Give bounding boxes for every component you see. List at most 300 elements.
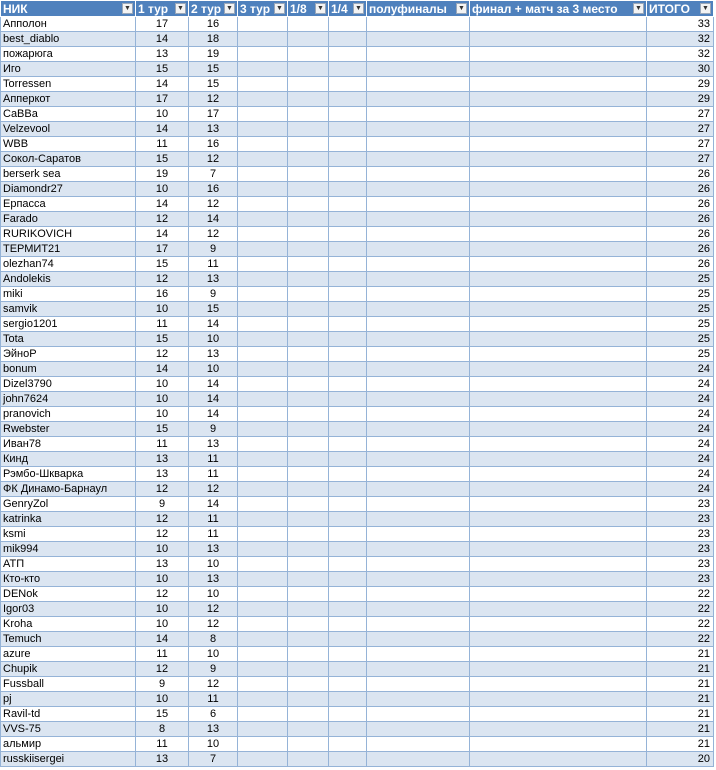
cell-semifinals[interactable] — [367, 302, 470, 317]
cell-round-3[interactable] — [238, 617, 288, 632]
cell-round-of-16[interactable] — [288, 407, 329, 422]
cell-quarterfinal[interactable] — [329, 257, 367, 272]
cell-final[interactable] — [470, 452, 647, 467]
cell-round-of-16[interactable] — [288, 497, 329, 512]
cell-total[interactable]: 23 — [647, 572, 714, 587]
cell-nick[interactable]: katrinka — [1, 512, 136, 527]
cell-round-of-16[interactable] — [288, 752, 329, 767]
cell-round-3[interactable] — [238, 512, 288, 527]
cell-round-of-16[interactable] — [288, 272, 329, 287]
cell-total[interactable]: 25 — [647, 272, 714, 287]
cell-total[interactable]: 23 — [647, 542, 714, 557]
cell-final[interactable] — [470, 62, 647, 77]
cell-round-3[interactable] — [238, 92, 288, 107]
cell-round-1[interactable]: 9 — [136, 497, 189, 512]
cell-round-1[interactable]: 11 — [136, 437, 189, 452]
cell-final[interactable] — [470, 47, 647, 62]
cell-total[interactable]: 21 — [647, 707, 714, 722]
cell-quarterfinal[interactable] — [329, 497, 367, 512]
cell-round-2[interactable]: 15 — [189, 302, 238, 317]
cell-total[interactable]: 25 — [647, 287, 714, 302]
cell-round-2[interactable]: 19 — [189, 47, 238, 62]
cell-quarterfinal[interactable] — [329, 362, 367, 377]
cell-round-2[interactable]: 10 — [189, 647, 238, 662]
cell-total[interactable]: 21 — [647, 722, 714, 737]
cell-round-2[interactable]: 10 — [189, 362, 238, 377]
cell-nick[interactable]: russkiisergei — [1, 752, 136, 767]
cell-round-3[interactable] — [238, 722, 288, 737]
cell-nick[interactable]: mik994 — [1, 542, 136, 557]
cell-round-2[interactable]: 15 — [189, 62, 238, 77]
cell-total[interactable]: 26 — [647, 212, 714, 227]
cell-round-1[interactable]: 14 — [136, 632, 189, 647]
cell-round-2[interactable]: 16 — [189, 17, 238, 32]
cell-semifinals[interactable] — [367, 722, 470, 737]
cell-quarterfinal[interactable] — [329, 197, 367, 212]
cell-round-1[interactable]: 14 — [136, 362, 189, 377]
cell-round-of-16[interactable] — [288, 257, 329, 272]
cell-round-1[interactable]: 10 — [136, 572, 189, 587]
filter-dropdown-icon[interactable]: ▼ — [633, 3, 644, 14]
cell-final[interactable] — [470, 212, 647, 227]
cell-total[interactable]: 26 — [647, 167, 714, 182]
cell-round-1[interactable]: 12 — [136, 662, 189, 677]
cell-total[interactable]: 24 — [647, 452, 714, 467]
cell-total[interactable]: 24 — [647, 377, 714, 392]
cell-round-3[interactable] — [238, 497, 288, 512]
cell-round-of-16[interactable] — [288, 617, 329, 632]
cell-round-3[interactable] — [238, 662, 288, 677]
cell-semifinals[interactable] — [367, 317, 470, 332]
cell-round-1[interactable]: 11 — [136, 737, 189, 752]
cell-nick[interactable]: Ravil-td — [1, 707, 136, 722]
cell-round-1[interactable]: 10 — [136, 182, 189, 197]
cell-round-of-16[interactable] — [288, 647, 329, 662]
cell-final[interactable] — [470, 647, 647, 662]
cell-semifinals[interactable] — [367, 662, 470, 677]
cell-quarterfinal[interactable] — [329, 752, 367, 767]
cell-nick[interactable]: Fussball — [1, 677, 136, 692]
cell-round-1[interactable]: 15 — [136, 422, 189, 437]
cell-round-1[interactable]: 10 — [136, 377, 189, 392]
cell-round-2[interactable]: 11 — [189, 512, 238, 527]
cell-semifinals[interactable] — [367, 512, 470, 527]
cell-round-of-16[interactable] — [288, 677, 329, 692]
cell-nick[interactable]: пожарюга — [1, 47, 136, 62]
cell-round-1[interactable]: 17 — [136, 242, 189, 257]
cell-round-of-16[interactable] — [288, 17, 329, 32]
cell-round-3[interactable] — [238, 77, 288, 92]
cell-round-1[interactable]: 11 — [136, 647, 189, 662]
cell-final[interactable] — [470, 692, 647, 707]
cell-final[interactable] — [470, 242, 647, 257]
cell-final[interactable] — [470, 122, 647, 137]
cell-quarterfinal[interactable] — [329, 422, 367, 437]
cell-round-3[interactable] — [238, 302, 288, 317]
cell-nick[interactable]: Andolekis — [1, 272, 136, 287]
cell-quarterfinal[interactable] — [329, 152, 367, 167]
cell-semifinals[interactable] — [367, 167, 470, 182]
cell-semifinals[interactable] — [367, 527, 470, 542]
cell-final[interactable] — [470, 362, 647, 377]
cell-round-1[interactable]: 13 — [136, 452, 189, 467]
cell-round-1[interactable]: 14 — [136, 122, 189, 137]
cell-round-1[interactable]: 15 — [136, 707, 189, 722]
cell-round-3[interactable] — [238, 587, 288, 602]
cell-round-of-16[interactable] — [288, 167, 329, 182]
cell-nick[interactable]: Иван78 — [1, 437, 136, 452]
cell-semifinals[interactable] — [367, 212, 470, 227]
cell-nick[interactable]: Farado — [1, 212, 136, 227]
cell-final[interactable] — [470, 257, 647, 272]
cell-round-3[interactable] — [238, 17, 288, 32]
cell-round-2[interactable]: 15 — [189, 77, 238, 92]
cell-round-3[interactable] — [238, 107, 288, 122]
cell-total[interactable]: 32 — [647, 47, 714, 62]
cell-round-of-16[interactable] — [288, 437, 329, 452]
cell-semifinals[interactable] — [367, 632, 470, 647]
cell-final[interactable] — [470, 107, 647, 122]
cell-round-2[interactable]: 11 — [189, 692, 238, 707]
cell-round-3[interactable] — [238, 377, 288, 392]
cell-final[interactable] — [470, 602, 647, 617]
cell-round-of-16[interactable] — [288, 62, 329, 77]
cell-nick[interactable]: miki — [1, 287, 136, 302]
cell-total[interactable]: 23 — [647, 527, 714, 542]
cell-round-2[interactable]: 9 — [189, 287, 238, 302]
cell-round-1[interactable]: 12 — [136, 272, 189, 287]
cell-semifinals[interactable] — [367, 542, 470, 557]
cell-round-1[interactable]: 12 — [136, 587, 189, 602]
cell-nick[interactable]: Апперкот — [1, 92, 136, 107]
cell-quarterfinal[interactable] — [329, 122, 367, 137]
cell-quarterfinal[interactable] — [329, 92, 367, 107]
cell-round-3[interactable] — [238, 452, 288, 467]
cell-quarterfinal[interactable] — [329, 392, 367, 407]
cell-total[interactable]: 22 — [647, 632, 714, 647]
cell-round-1[interactable]: 14 — [136, 197, 189, 212]
cell-round-1[interactable]: 10 — [136, 392, 189, 407]
cell-quarterfinal[interactable] — [329, 377, 367, 392]
cell-total[interactable]: 32 — [647, 32, 714, 47]
cell-round-3[interactable] — [238, 257, 288, 272]
filter-dropdown-icon[interactable]: ▼ — [315, 3, 326, 14]
cell-quarterfinal[interactable] — [329, 692, 367, 707]
cell-final[interactable] — [470, 752, 647, 767]
cell-total[interactable]: 25 — [647, 347, 714, 362]
cell-total[interactable]: 24 — [647, 467, 714, 482]
cell-quarterfinal[interactable] — [329, 602, 367, 617]
cell-round-of-16[interactable] — [288, 392, 329, 407]
cell-total[interactable]: 22 — [647, 617, 714, 632]
cell-final[interactable] — [470, 182, 647, 197]
cell-total[interactable]: 24 — [647, 422, 714, 437]
cell-round-2[interactable]: 12 — [189, 602, 238, 617]
cell-nick[interactable]: Igor03 — [1, 602, 136, 617]
cell-final[interactable] — [470, 527, 647, 542]
cell-final[interactable] — [470, 332, 647, 347]
cell-round-of-16[interactable] — [288, 452, 329, 467]
cell-total[interactable]: 30 — [647, 62, 714, 77]
filter-dropdown-icon[interactable]: ▼ — [274, 3, 285, 14]
cell-nick[interactable]: sergio1201 — [1, 317, 136, 332]
cell-total[interactable]: 21 — [647, 737, 714, 752]
cell-quarterfinal[interactable] — [329, 662, 367, 677]
cell-final[interactable] — [470, 617, 647, 632]
cell-round-1[interactable]: 15 — [136, 332, 189, 347]
cell-final[interactable] — [470, 632, 647, 647]
cell-round-3[interactable] — [238, 752, 288, 767]
cell-round-3[interactable] — [238, 422, 288, 437]
cell-round-of-16[interactable] — [288, 122, 329, 137]
cell-nick[interactable]: Ерпасса — [1, 197, 136, 212]
cell-round-3[interactable] — [238, 242, 288, 257]
cell-nick[interactable]: Сокол-Саратов — [1, 152, 136, 167]
cell-final[interactable] — [470, 482, 647, 497]
cell-round-2[interactable]: 18 — [189, 32, 238, 47]
cell-round-2[interactable]: 12 — [189, 677, 238, 692]
cell-nick[interactable]: ТЕРМИТ21 — [1, 242, 136, 257]
cell-round-2[interactable]: 12 — [189, 92, 238, 107]
cell-semifinals[interactable] — [367, 152, 470, 167]
cell-nick[interactable]: samvik — [1, 302, 136, 317]
cell-round-1[interactable]: 10 — [136, 107, 189, 122]
cell-round-1[interactable]: 12 — [136, 347, 189, 362]
cell-round-1[interactable]: 10 — [136, 542, 189, 557]
cell-final[interactable] — [470, 347, 647, 362]
cell-semifinals[interactable] — [367, 122, 470, 137]
cell-round-of-16[interactable] — [288, 302, 329, 317]
cell-final[interactable] — [470, 677, 647, 692]
cell-quarterfinal[interactable] — [329, 107, 367, 122]
cell-total[interactable]: 24 — [647, 482, 714, 497]
cell-round-3[interactable] — [238, 407, 288, 422]
cell-semifinals[interactable] — [367, 707, 470, 722]
cell-total[interactable]: 26 — [647, 182, 714, 197]
cell-round-2[interactable]: 17 — [189, 107, 238, 122]
cell-semifinals[interactable] — [367, 197, 470, 212]
cell-round-1[interactable]: 10 — [136, 407, 189, 422]
cell-round-2[interactable]: 14 — [189, 212, 238, 227]
cell-semifinals[interactable] — [367, 452, 470, 467]
cell-round-3[interactable] — [238, 197, 288, 212]
cell-final[interactable] — [470, 557, 647, 572]
cell-nick[interactable]: Рэмбо-Шкварка — [1, 467, 136, 482]
cell-semifinals[interactable] — [367, 77, 470, 92]
cell-final[interactable] — [470, 32, 647, 47]
cell-nick[interactable]: GenryZol — [1, 497, 136, 512]
cell-round-3[interactable] — [238, 182, 288, 197]
cell-nick[interactable]: Апполон — [1, 17, 136, 32]
cell-final[interactable] — [470, 167, 647, 182]
cell-nick[interactable]: ФК Динамо-Барнаул — [1, 482, 136, 497]
cell-round-2[interactable]: 12 — [189, 197, 238, 212]
cell-nick[interactable]: pj — [1, 692, 136, 707]
cell-quarterfinal[interactable] — [329, 737, 367, 752]
cell-final[interactable] — [470, 662, 647, 677]
cell-round-3[interactable] — [238, 332, 288, 347]
cell-final[interactable] — [470, 437, 647, 452]
cell-semifinals[interactable] — [367, 272, 470, 287]
cell-round-3[interactable] — [238, 122, 288, 137]
cell-round-of-16[interactable] — [288, 332, 329, 347]
cell-quarterfinal[interactable] — [329, 407, 367, 422]
cell-quarterfinal[interactable] — [329, 227, 367, 242]
cell-semifinals[interactable] — [367, 32, 470, 47]
cell-round-of-16[interactable] — [288, 737, 329, 752]
cell-round-3[interactable] — [238, 272, 288, 287]
cell-round-1[interactable]: 10 — [136, 602, 189, 617]
cell-round-of-16[interactable] — [288, 347, 329, 362]
cell-nick[interactable]: ЭйноР — [1, 347, 136, 362]
cell-semifinals[interactable] — [367, 182, 470, 197]
cell-round-of-16[interactable] — [288, 32, 329, 47]
cell-quarterfinal[interactable] — [329, 47, 367, 62]
cell-round-2[interactable]: 14 — [189, 392, 238, 407]
cell-round-2[interactable]: 16 — [189, 137, 238, 152]
cell-round-2[interactable]: 11 — [189, 527, 238, 542]
cell-round-3[interactable] — [238, 32, 288, 47]
cell-round-of-16[interactable] — [288, 707, 329, 722]
cell-round-2[interactable]: 10 — [189, 737, 238, 752]
cell-total[interactable]: 23 — [647, 512, 714, 527]
cell-final[interactable] — [470, 737, 647, 752]
cell-round-3[interactable] — [238, 317, 288, 332]
cell-total[interactable]: 27 — [647, 122, 714, 137]
cell-semifinals[interactable] — [367, 437, 470, 452]
cell-final[interactable] — [470, 542, 647, 557]
cell-nick[interactable]: RURIKOVICH — [1, 227, 136, 242]
cell-round-of-16[interactable] — [288, 362, 329, 377]
cell-round-of-16[interactable] — [288, 227, 329, 242]
cell-nick[interactable]: Diamondr27 — [1, 182, 136, 197]
cell-final[interactable] — [470, 512, 647, 527]
cell-round-of-16[interactable] — [288, 317, 329, 332]
cell-round-2[interactable]: 14 — [189, 497, 238, 512]
cell-round-2[interactable]: 11 — [189, 467, 238, 482]
cell-round-1[interactable]: 10 — [136, 617, 189, 632]
cell-round-3[interactable] — [238, 212, 288, 227]
cell-nick[interactable]: Кто-кто — [1, 572, 136, 587]
cell-total[interactable]: 27 — [647, 152, 714, 167]
cell-semifinals[interactable] — [367, 572, 470, 587]
cell-nick[interactable]: azure — [1, 647, 136, 662]
cell-round-of-16[interactable] — [288, 92, 329, 107]
cell-round-of-16[interactable] — [288, 512, 329, 527]
cell-total[interactable]: 24 — [647, 437, 714, 452]
cell-nick[interactable]: Кинд — [1, 452, 136, 467]
cell-round-3[interactable] — [238, 557, 288, 572]
cell-round-of-16[interactable] — [288, 212, 329, 227]
cell-round-2[interactable]: 7 — [189, 167, 238, 182]
cell-round-of-16[interactable] — [288, 662, 329, 677]
cell-round-1[interactable]: 14 — [136, 77, 189, 92]
cell-nick[interactable]: Temuch — [1, 632, 136, 647]
cell-quarterfinal[interactable] — [329, 707, 367, 722]
cell-round-1[interactable]: 13 — [136, 557, 189, 572]
cell-total[interactable]: 25 — [647, 332, 714, 347]
cell-semifinals[interactable] — [367, 137, 470, 152]
cell-round-of-16[interactable] — [288, 482, 329, 497]
cell-quarterfinal[interactable] — [329, 62, 367, 77]
cell-nick[interactable]: Kroha — [1, 617, 136, 632]
cell-semifinals[interactable] — [367, 647, 470, 662]
cell-quarterfinal[interactable] — [329, 137, 367, 152]
cell-round-3[interactable] — [238, 437, 288, 452]
cell-round-1[interactable]: 15 — [136, 152, 189, 167]
cell-final[interactable] — [470, 77, 647, 92]
cell-round-of-16[interactable] — [288, 182, 329, 197]
cell-semifinals[interactable] — [367, 107, 470, 122]
cell-quarterfinal[interactable] — [329, 317, 367, 332]
cell-total[interactable]: 24 — [647, 407, 714, 422]
cell-round-1[interactable]: 17 — [136, 92, 189, 107]
cell-semifinals[interactable] — [367, 392, 470, 407]
cell-semifinals[interactable] — [367, 692, 470, 707]
filter-dropdown-icon[interactable]: ▼ — [353, 3, 364, 14]
cell-nick[interactable]: pranovich — [1, 407, 136, 422]
cell-nick[interactable]: Tota — [1, 332, 136, 347]
cell-final[interactable] — [470, 227, 647, 242]
cell-round-of-16[interactable] — [288, 467, 329, 482]
cell-semifinals[interactable] — [367, 737, 470, 752]
cell-round-of-16[interactable] — [288, 242, 329, 257]
cell-semifinals[interactable] — [367, 257, 470, 272]
cell-round-2[interactable]: 9 — [189, 422, 238, 437]
filter-dropdown-icon[interactable]: ▼ — [122, 3, 133, 14]
cell-total[interactable]: 33 — [647, 17, 714, 32]
cell-round-2[interactable]: 10 — [189, 587, 238, 602]
cell-semifinals[interactable] — [367, 362, 470, 377]
cell-nick[interactable]: olezhan74 — [1, 257, 136, 272]
cell-round-1[interactable]: 19 — [136, 167, 189, 182]
cell-final[interactable] — [470, 497, 647, 512]
cell-round-of-16[interactable] — [288, 692, 329, 707]
cell-round-1[interactable]: 16 — [136, 287, 189, 302]
cell-final[interactable] — [470, 722, 647, 737]
cell-round-1[interactable]: 14 — [136, 227, 189, 242]
cell-total[interactable]: 22 — [647, 602, 714, 617]
cell-nick[interactable]: VVS-75 — [1, 722, 136, 737]
cell-round-3[interactable] — [238, 362, 288, 377]
cell-total[interactable]: 21 — [647, 647, 714, 662]
cell-round-2[interactable]: 13 — [189, 542, 238, 557]
cell-total[interactable]: 27 — [647, 107, 714, 122]
filter-dropdown-icon[interactable]: ▼ — [700, 3, 711, 14]
cell-nick[interactable]: Rwebster — [1, 422, 136, 437]
cell-nick[interactable]: berserk sea — [1, 167, 136, 182]
cell-semifinals[interactable] — [367, 62, 470, 77]
cell-quarterfinal[interactable] — [329, 77, 367, 92]
cell-quarterfinal[interactable] — [329, 437, 367, 452]
cell-round-2[interactable]: 14 — [189, 377, 238, 392]
cell-round-1[interactable]: 15 — [136, 62, 189, 77]
cell-final[interactable] — [470, 392, 647, 407]
cell-quarterfinal[interactable] — [329, 272, 367, 287]
cell-nick[interactable]: bonum — [1, 362, 136, 377]
cell-nick[interactable]: Иго — [1, 62, 136, 77]
cell-final[interactable] — [470, 377, 647, 392]
cell-nick[interactable]: ksmi — [1, 527, 136, 542]
cell-round-3[interactable] — [238, 152, 288, 167]
cell-final[interactable] — [470, 92, 647, 107]
cell-round-of-16[interactable] — [288, 422, 329, 437]
cell-quarterfinal[interactable] — [329, 572, 367, 587]
cell-round-2[interactable]: 13 — [189, 722, 238, 737]
cell-round-3[interactable] — [238, 737, 288, 752]
cell-round-of-16[interactable] — [288, 137, 329, 152]
cell-round-3[interactable] — [238, 137, 288, 152]
